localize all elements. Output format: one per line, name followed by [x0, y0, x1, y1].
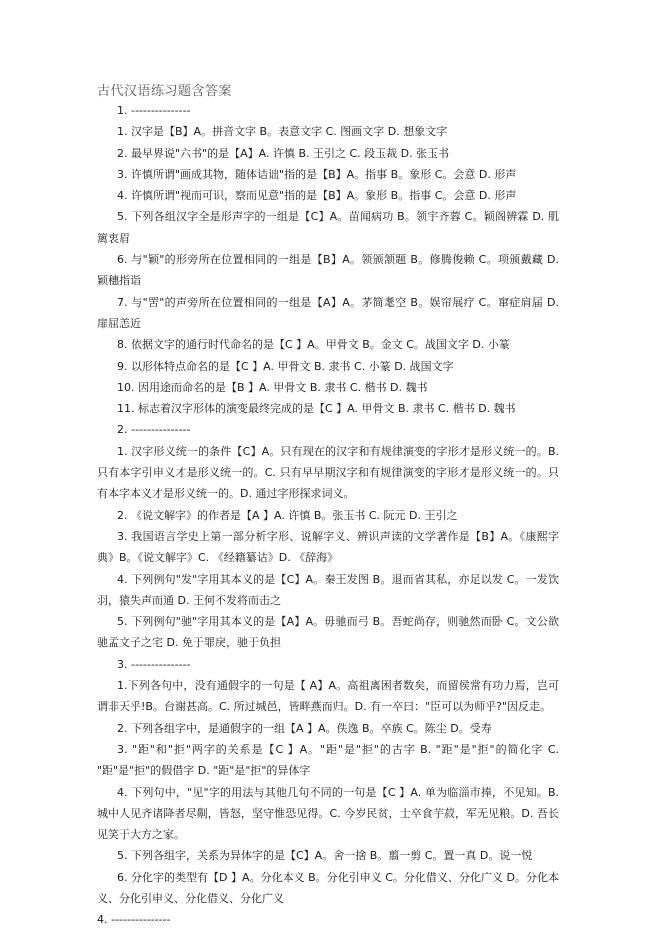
- document-body: [97, 100, 559, 931]
- question-item: 3. 许慎所谓"画成其物，随体诘诎"指的是【B】A。指事 B。象形 C。会意 D. 形声: [117, 167, 517, 181]
- question-item: 6. 与"颖"的形旁所在位置相同的一组是【B】A。领颁颔题 B。修腾俊赖 C。项颁戴藏 D. 颖穗指诣: [97, 253, 559, 288]
- page-title: 古代汉语练习题含答案: [97, 84, 233, 99]
- question-item: 9. 以形体特点命名的是【C 】A. 甲骨文 B. 隶书 C. 小篆 D. 战国文字: [117, 359, 454, 373]
- question-item: 4. 下列句中，"见"字的用法与其他几句不同的一句是【C 】A. 单为临淄市捧，不见知。B. 城中人见齐诸降者尽劓，皆怒，坚守惟恐见得。C. 今岁民贫，士卒食芋菽，军无见粮。D. 吾长见笑于大方之家。: [97, 785, 559, 842]
- question-item: 8. 依据文字的通行时代命名的是【C 】A。甲骨文 B。金文 C。战国文字 D. 小篆: [117, 338, 510, 352]
- question-item: 1. 汉字形义统一的条件【C】A。只有现在的汉字和有规律演变的字形才是形义统一的。B. 只有本字引申义才是形义统一的。C. 只有早早期汉字和有规律演变的字形才是形义统一的。只有本字本义才是形义统一的。D. 通过字形探求词义。: [97, 444, 559, 501]
- question-item: 2. 下列各组字中，是通假字的一组【A 】A。佚逸 B。卒族 C。陈尘 D。受寿: [117, 721, 492, 735]
- question-item: 1.下列各句中，没有通假字的一句是【 A】A。高祖离困者数矣，而留侯常有功力焉，岂可谓非天乎!B。台谢甚高。C. 所过城邑，皆畔燕而归。D. 有一卒曰："臣可以为师乎?"因反走。: [97, 679, 559, 714]
- question-item: 1. 汉字是【B】A。拼音文字 B。表意文字 C. 图画文字 D. 想象文字: [117, 125, 448, 139]
- section-label: 1. ---------------: [117, 104, 191, 117]
- question-item: 3. "距"和"拒"两字的关系是【C 】A。"距"是"拒"的古字 B. "距"是"拒"的简化字 C. "距"是"拒"的假借字 D. "距"是"拒"的异体字: [97, 742, 559, 778]
- question-item: 4. 许慎所谓"视而可识，察而见意"指的是【B】A。象形 B。指事 C。会意 D. 形声: [117, 189, 517, 203]
- question-item: 2. 最早界说"六书"的是【A】A. 许慎 B. 王引之 C. 段玉裁 D. 张玉书: [117, 146, 450, 160]
- question-item: 5. 下列各组汉字全是形声字的一组是【C】A。苗闻病功 B。领宇齐蓉 C。颖阁辨霖 D. 肌篱衷眉: [97, 210, 559, 245]
- question-item: 3. 我国语言学史上第一部分析字形、说解字义、辨识声读的文学著作是【B】A。《康熙字典》B。《说文解字》C. 《经籍纂诂》D. 《辞海》: [97, 529, 559, 565]
- question-item: 10. 因用途而命名的是【B 】A. 甲骨文 B. 隶书 C. 楷书 D. 魏书: [117, 380, 428, 394]
- question-item: 5. 下列各组字，关系为异体字的是【C】A。舍一捨 B。翦一剪 C。置一真 D。说一悦: [117, 849, 533, 863]
- question-item: 11. 标志着汉字形体的演变最终完成的是【C 】A. 甲骨文 B. 隶书 C. 楷书 D. 魏书: [117, 402, 516, 416]
- question-item: 6. 分化字的类型有【D 】A。分化本义 B。分化引申义 C。分化借义、分化广义 D。分化本义、分化引申义、分化借义、分化广义: [97, 870, 559, 905]
- section-label: 3. ---------------: [117, 657, 191, 671]
- question-item: 7. 与"罟"的声旁所在位置相同的一组是【A】A。茅简耄空 B。娱帘展疗 C。窜症肩届 D. 扉屈恙近: [97, 295, 559, 330]
- section-label: 4. ---------------: [97, 913, 171, 927]
- question-item: 5. 下列例句"驰"字用其本义的是【A】A。毋驰而弓 B。吾蛇尚存，则驰然而卧 C。文公欲驰孟文子之宅 D. 免于罪戾，驰于负担: [97, 615, 559, 650]
- section-label: 2. ---------------: [117, 423, 191, 437]
- question-item: 4. 下列例句"发"字用其本义的是【C】A。秦王发图 B。退而省其私，亦足以发 C。一发饮羽，猿失声而通 D. 王何不发将而击之: [97, 572, 559, 607]
- question-item: 2. 《说文解字》的作者是【A 】A. 许慎 B。张玉书 C. 阮元 D. 王引之: [117, 508, 458, 522]
